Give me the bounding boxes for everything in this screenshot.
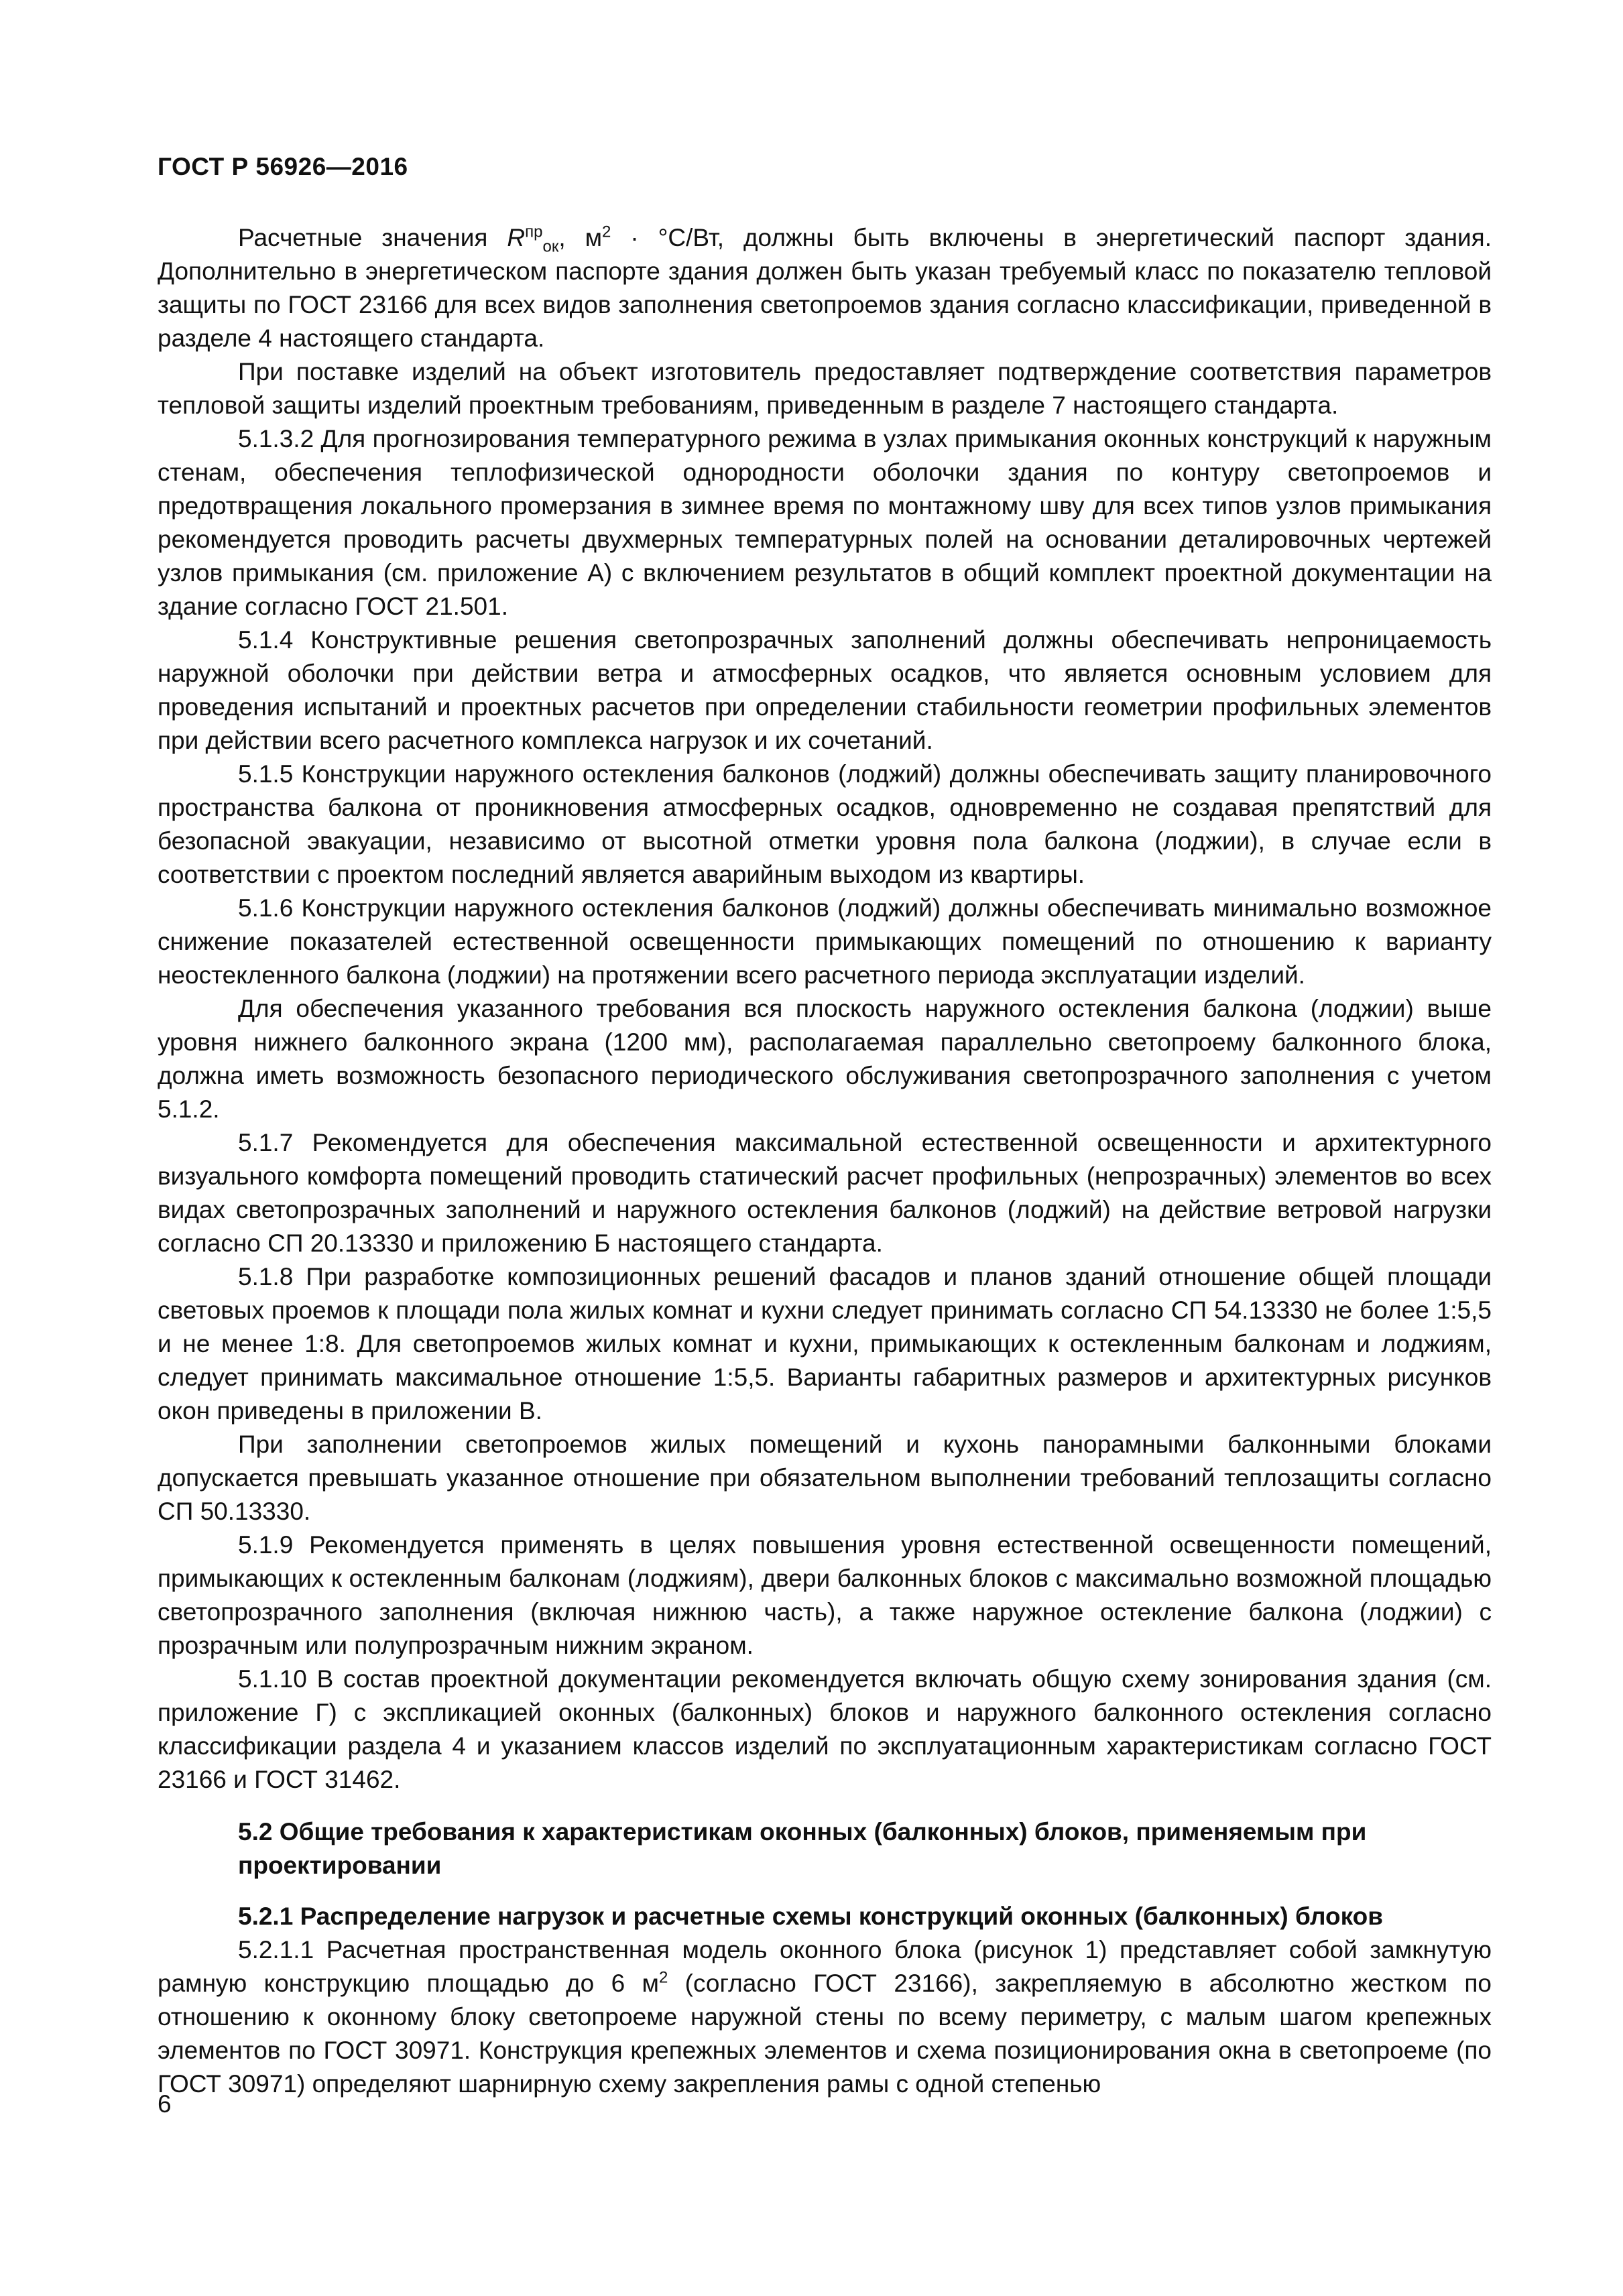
subsection-heading: 5.2.1 Распределение нагрузок и расчетные схемы конструкций оконных (балконных) блоков (238, 1902, 1383, 1930)
paragraph: При заполнении светопроемов жилых помещений и кухонь панорамными балконными блоками допускается превышать указанное отношение при обязательном выполнении требований теплозащиты согласно СП 50.13330. (158, 1431, 1492, 1525)
superscript-pr: пр (525, 223, 543, 241)
document-body (158, 221, 1492, 2101)
paragraph (158, 1933, 1492, 2101)
paragraph: 5.1.10 В состав проектной документации рекомендуется включать общую схему зонирования здания (см. приложение Г) с экспликацией оконных (балконных) блоков и наружного балконного остекления согласно классификации раздела 4 и указанием классов изделий по эксплуатационным характеристикам согласно ГОСТ 23166 и ГОСТ 31462. (158, 1665, 1492, 1793)
paragraph: 5.1.4 Конструктивные решения светопрозрачных заполнений должны обеспечивать непроницаемость наружной оболочки при действии ветра и атмосферных осадков, что является основным условием для проведения испытаний и проектных расчетов при определении стабильности геометрии профильных элементов при действии всего расчетного комплекса нагрузок и их сочетаний. (158, 626, 1492, 754)
paragraph: 5.1.3.2 Для прогнозирования температурного режима в узлах примыкания оконных конструкций к наружным стенам, обеспечения теплофизической однородности оболочки здания по контуру светопроемов и предотвращения локального промерзания в зимнее время по монтажному шву для всех типов узлов примыкания рекомендуется проводить расчеты двухмерных температурных полей на основании деталировочных чертежей узлов примыкания (см. приложение А) с включением результатов в общий комплект проектной документации на здание согласно ГОСТ 21.501. (158, 425, 1492, 620)
paragraph (158, 221, 1492, 355)
text-run: (согласно ГОСТ 23166), закрепляемую в абсолютно жестком по отношению к оконному блоку светопроеме наружной стены по всему периметру, с малым шагом крепежных элементов по ГОСТ 30971. Конструкция крепежных элементов и схема позиционирования окна в светопроеме (по ГОСТ 30971) определяют шарнирную схему закрепления рамы с одной степенью (158, 1970, 1492, 2098)
paragraph: Для обеспечения указанного требования вся плоскость наружного остекления балкона (лоджии) выше уровня нижнего балконного экрана (1200 мм), располагаемая параллельно светопроему балконного блока, должна иметь возможность безопасного периодического обслуживания светопрозрачного заполнения с учетом 5.1.2. (158, 995, 1492, 1123)
subscript-ok: ок (542, 237, 559, 256)
paragraph: При поставке изделий на объект изготовитель предоставляет подтверждение соответствия параметров тепловой защиты изделий проектным требованиям, приведенным в разделе 7 настоящего стандарта. (158, 358, 1492, 419)
superscript-2: 2 (658, 1968, 668, 1987)
text-run: 5.2.1.1 Расчетная пространственная модель оконного блока (рисунок 1) представляет собой замкнутую рамную конструкцию площадью до 6 м (158, 1936, 1492, 1997)
document-header: ГОСТ Р 56926—2016 (158, 153, 408, 180)
superscript-2: 2 (602, 223, 611, 241)
paragraph: 5.1.5 Конструкции наружного остекления балконов (лоджий) должны обеспечивать защиту планировочного пространства балкона от проникновения атмосферных осадков, одновременно не создавая препятствий для безопасной эвакуации, независимо от высотной отметки уровня пола балкона (лоджии), в случае если в соответствии с проектом последний является аварийным выходом из квартиры. (158, 760, 1492, 888)
text-run: · °С/Вт, должны быть включены в энергетический паспорт здания. Дополнительно в энергетическом паспорте здания должен быть указан требуемый класс по показателю тепловой защиты по ГОСТ 23166 для всех видов заполнения светопроемов здания согласно классификации, приведенной в разделе 4 настоящего стандарта. (158, 224, 1492, 352)
paragraph: 5.1.7 Рекомендуется для обеспечения максимальной естественной освещенности и архитектурного визуального комфорта помещений проводить статический расчет профильных (непрозрачных) элементов во всех видах светопрозрачных заполнений и наружного остекления балконов (лоджий) на действие ветровой нагрузки согласно СП 20.13330 и приложению Б настоящего стандарта. (158, 1129, 1492, 1257)
paragraph: 5.1.8 При разработке композиционных решений фасадов и планов зданий отношение общей площади световых проемов к площади пола жилых комнат и кухни следует принимать согласно СП 54.13330 не более 1:5,5 и не менее 1:8. Для светопроемов жилых комнат и кухни, примыкающих к остекленным балконам и лоджиям, следует принимать максимальное отношение 1:5,5. Варианты габаритных размеров и архитектурных рисунков окон приведены в приложении В. (158, 1263, 1492, 1425)
variable-r: R (507, 224, 526, 251)
paragraph: 5.1.9 Рекомендуется применять в целях повышения уровня естественной освещенности помещений, примыкающих к остекленным балконам (лоджиям), двери балконных блоков с максимально возможной площадью светопрозрачного заполнения (включая нижнюю часть), а также наружное остекление балкона (лоджии) с прозрачным или полупрозрачным нижним экраном. (158, 1531, 1492, 1659)
text-run: , м (558, 224, 603, 251)
section-heading: 5.2 Общие требования к характеристикам оконных (балконных) блоков, применяемым при проектировании (238, 1818, 1367, 1879)
text-run: Расчетные значения (238, 224, 507, 251)
paragraph: 5.1.6 Конструкции наружного остекления балконов (лоджий) должны обеспечивать минимально возможное снижение показателей естественной освещенности примыкающих помещений по отношению к варианту неостекленного балкона (лоджии) на протяжении всего расчетного периода эксплуатации изделий. (158, 894, 1492, 989)
page-number: 6 (158, 2090, 172, 2118)
